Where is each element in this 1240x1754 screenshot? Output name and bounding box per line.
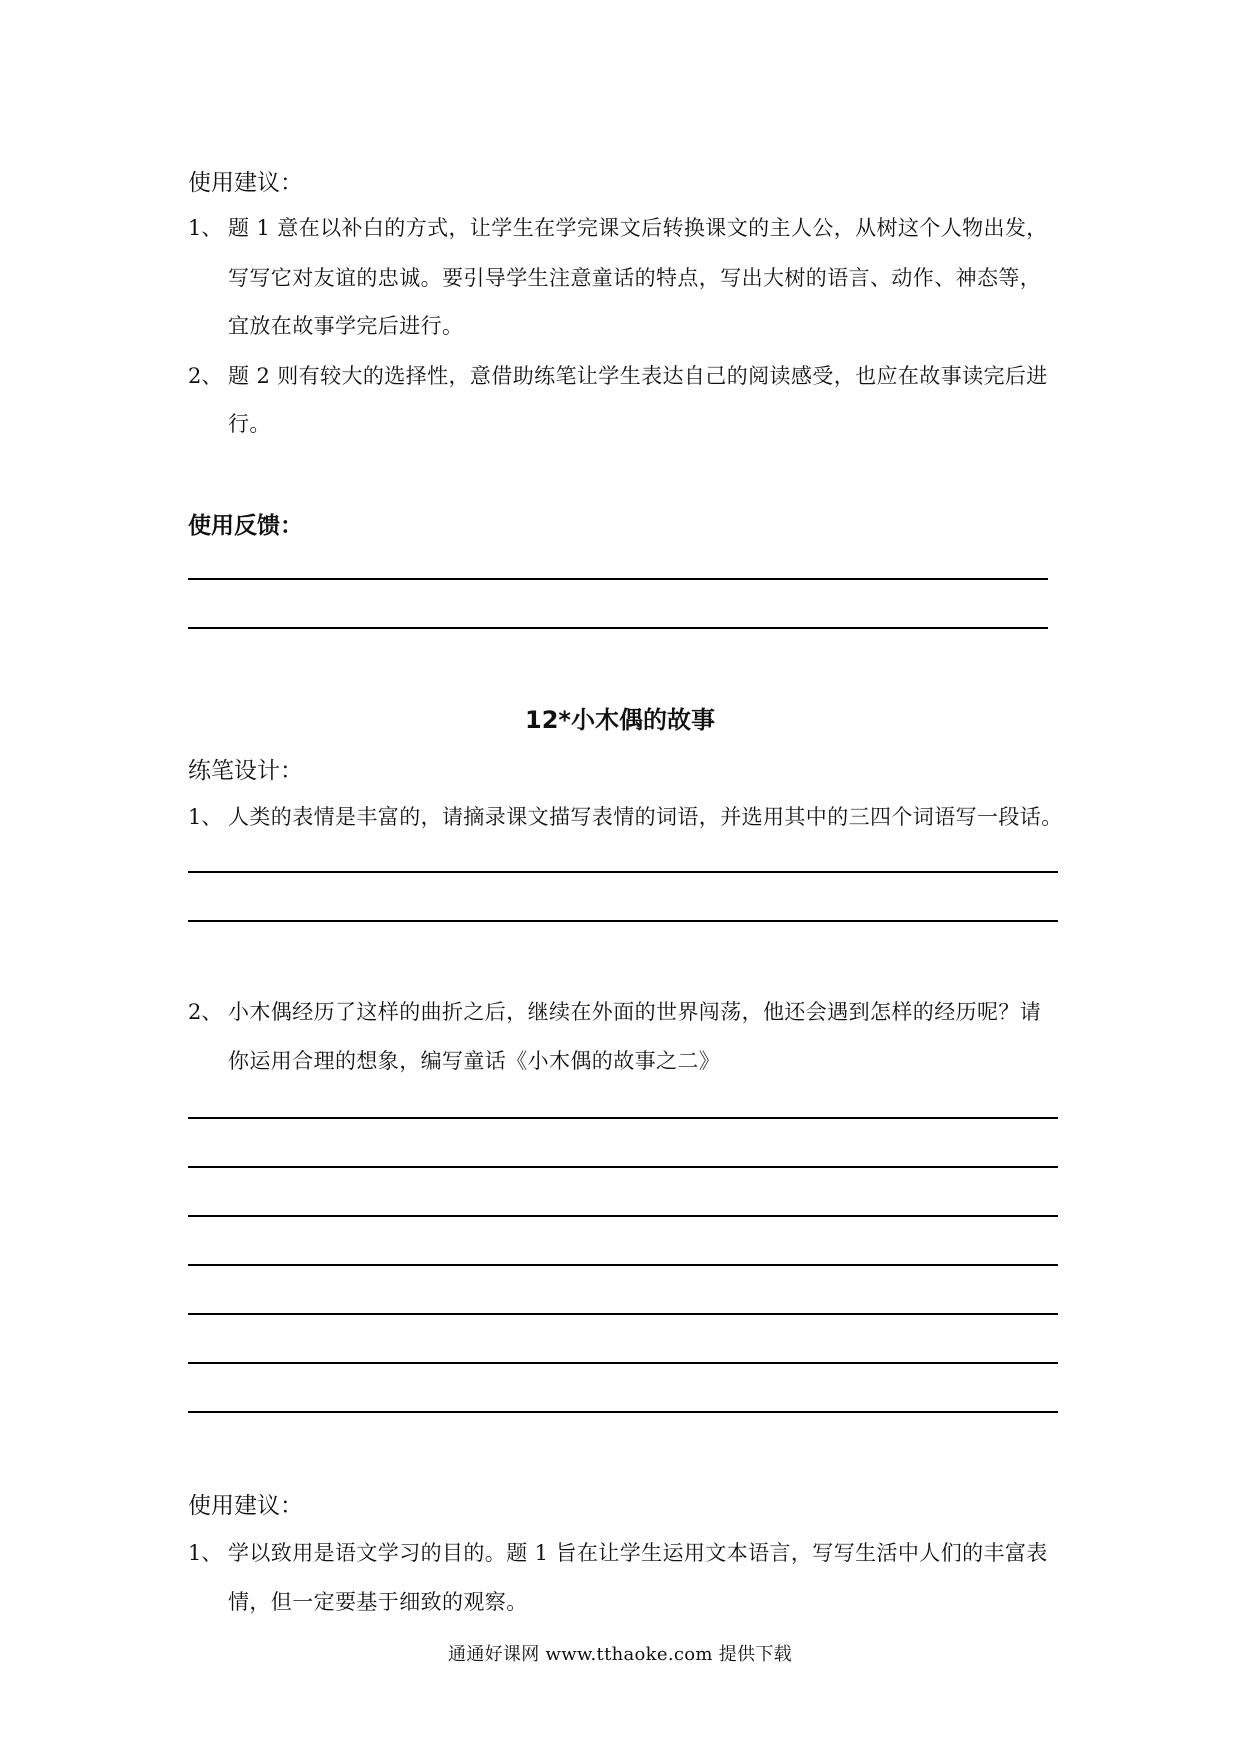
suggestion-text-line: 题 1 意在以补白的方式，让学生在学完课文后转换课文的主人公，从树这个人物出发， xyxy=(228,216,1048,240)
answer-write-line xyxy=(188,1166,1058,1168)
answer-write-line xyxy=(188,1411,1058,1413)
feedback-write-line xyxy=(188,627,1048,629)
suggestion-text-line: 写写它对友谊的忠诚。要引导学生注意童话的特点，写出大树的语言、动作、神态等， xyxy=(228,266,1042,290)
lesson-title: 12*小木偶的故事 xyxy=(525,706,715,734)
answer-write-line xyxy=(188,1264,1058,1266)
question-number: 1、 xyxy=(188,805,223,829)
suggestion-text-line: 题 2 则有较大的选择性，意借助练笔让学生表达自己的阅读感受，也应在故事读完后进 xyxy=(228,364,1048,388)
usage-feedback-heading: 使用反馈： xyxy=(188,513,303,539)
suggestion-number: 2、 xyxy=(188,364,223,388)
question-text-line: 小木偶经历了这样的曲折之后，继续在外面的世界闯荡，他还会遇到怎样的经历呢？请 xyxy=(228,1000,1042,1024)
answer-write-line xyxy=(188,1313,1058,1315)
question-text-line: 你运用合理的想象，编写童话《小木偶的故事之二》 xyxy=(228,1049,721,1073)
page-footer: 通通好课网 www.tthaoke.com 提供下载 xyxy=(448,1644,792,1665)
feedback-write-line xyxy=(188,578,1048,580)
suggestion-number: 1、 xyxy=(188,216,223,240)
writing-design-heading: 练笔设计： xyxy=(188,758,303,784)
suggestion-text-line: 行。 xyxy=(228,412,271,436)
suggestion-text-line: 宜放在故事学完后进行。 xyxy=(228,314,464,338)
usage-suggestions-heading: 使用建议： xyxy=(188,1493,303,1519)
suggestion-number: 1、 xyxy=(188,1541,223,1565)
answer-write-line xyxy=(188,871,1058,873)
usage-suggestions-heading: 使用建议： xyxy=(188,170,303,196)
suggestion-text-line: 学以致用是语文学习的目的。题 1 旨在让学生运用文本语言，写写生活中人们的丰富表 xyxy=(228,1541,1048,1565)
question-number: 2、 xyxy=(188,1000,223,1024)
answer-write-line xyxy=(188,1117,1058,1119)
answer-write-line xyxy=(188,920,1058,922)
answer-write-line xyxy=(188,1362,1058,1364)
answer-write-line xyxy=(188,1215,1058,1217)
suggestion-text-line: 情，但一定要基于细致的观察。 xyxy=(228,1590,528,1614)
question-text-line: 人类的表情是丰富的，请摘录课文描写表情的词语，并选用其中的三四个词语写一段话。 xyxy=(228,805,1063,829)
